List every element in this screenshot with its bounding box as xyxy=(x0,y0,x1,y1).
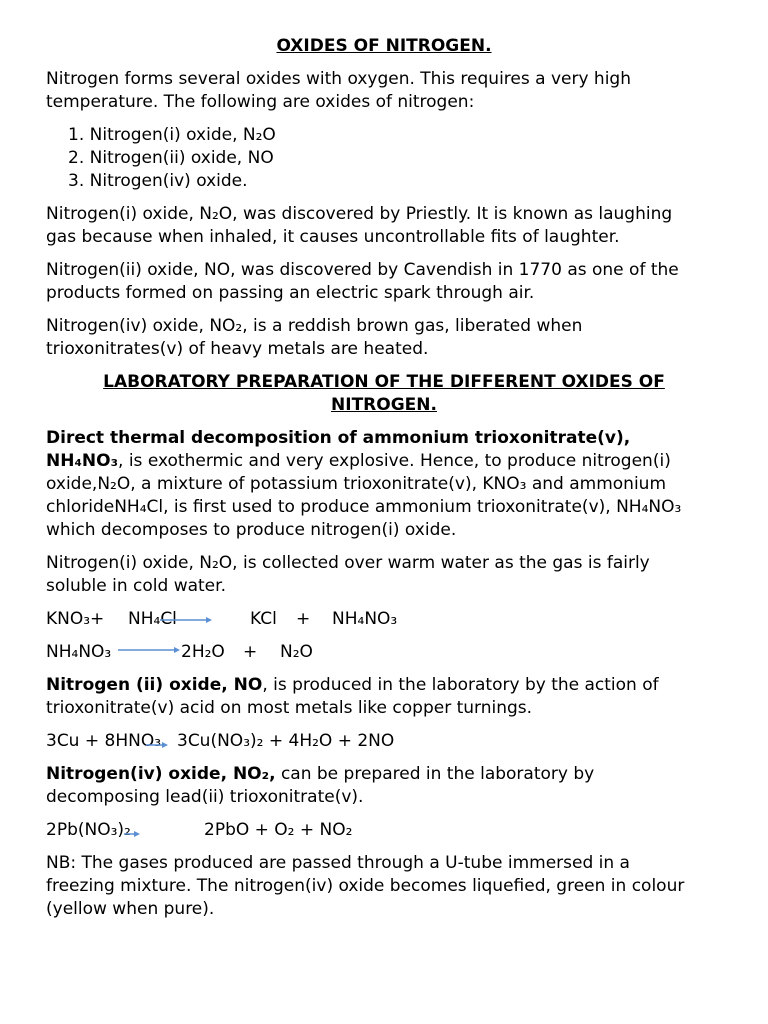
collect-line-1: Nitrogen(i) oxide, N₂O, is collected over warm water as the gas is fairly xyxy=(46,553,650,573)
no-para-heading: Nitrogen (ii) oxide, NO xyxy=(46,675,263,695)
equation-2 xyxy=(0,641,768,664)
nb-line-2: freezing mixture. The nitrogen(iv) oxide becomes liquefied, green in colour xyxy=(46,876,685,896)
lab-heading-line-1: LABORATORY PREPARATION OF THE DIFFERENT OXIDES OF xyxy=(103,372,665,392)
nb-line-1: NB: The gases produced are passed through a U-tube immersed in a xyxy=(46,853,630,873)
eq3-products: 3Cu(NO₃)₂ + 4H₂O + 2NO xyxy=(177,731,395,751)
decomp-text: , is exothermic and very explosive. Hence, to produce nitrogen(i) xyxy=(118,451,671,471)
eq2-arrow-icon xyxy=(118,645,180,655)
decomp-line-3: oxide,N₂O, a mixture of potassium trioxonitrate(v), KNO₃ and ammonium xyxy=(46,474,667,494)
eq1-reactant-2: NH₄Cl xyxy=(128,609,177,629)
para-no2-line-2: trioxonitrates(v) of heavy metals are heated. xyxy=(46,339,429,359)
para-n2o-line-2: gas because when inhaled, it causes uncontrollable fits of laughter. xyxy=(46,227,620,247)
equation-4 xyxy=(0,819,768,842)
no-para-text: , is produced in the laboratory by the action of xyxy=(262,675,659,695)
eq2-plus: + xyxy=(243,642,258,662)
no2-para-line-1 xyxy=(46,763,594,786)
para-no-line-2: products formed on passing an electric spark through air. xyxy=(46,283,535,303)
lab-heading-line-2: NITROGEN. xyxy=(331,395,437,415)
eq2-product-2: N₂O xyxy=(280,642,313,662)
list-item: 2. Nitrogen(ii) oxide, NO xyxy=(68,148,274,168)
no-para-line-1 xyxy=(46,674,659,697)
eq1-product-1: KCl xyxy=(250,609,277,629)
decomp-heading: Direct thermal decomposition of ammonium trioxonitrate(v), xyxy=(46,428,631,448)
eq2-product-1: 2H₂O xyxy=(181,642,225,662)
eq4-arrow-icon xyxy=(124,829,140,839)
no2-para-heading: Nitrogen(iv) oxide, NO₂, xyxy=(46,764,276,784)
eq3-reactants: 3Cu + 8HNO₃ xyxy=(46,731,162,751)
eq4-reactant: 2Pb(NO₃)₂ xyxy=(46,820,131,840)
decomp-line-1 xyxy=(46,427,630,450)
eq1-product-2: NH₄NO₃ xyxy=(332,609,398,629)
eq2-reactant: NH₄NO₃ xyxy=(46,642,112,662)
eq1-arrow-icon xyxy=(160,615,212,625)
para-no-line-1: Nitrogen(ii) oxide, NO, was discovered by Cavendish in 1770 as one of the xyxy=(46,260,679,280)
equation-1 xyxy=(0,608,768,631)
eq1-plus: + xyxy=(296,609,311,629)
equation-3 xyxy=(0,730,768,753)
list-item: 3. Nitrogen(iv) oxide. xyxy=(68,171,248,191)
collect-line-2: soluble in cold water. xyxy=(46,576,226,596)
no2-para-line-2: decomposing lead(ii) trioxonitrate(v). xyxy=(46,787,364,807)
decomp-line-5: which decomposes to produce nitrogen(i) oxide. xyxy=(46,520,457,540)
list-item: 1. Nitrogen(i) oxide, N₂O xyxy=(68,125,276,145)
eq3-arrow-icon xyxy=(146,740,168,750)
page-title: OXIDES OF NITROGEN. xyxy=(276,36,492,56)
decomp-formula: NH₄NO₃ xyxy=(46,451,119,471)
intro-line-2: temperature. The following are oxides of nitrogen: xyxy=(46,92,475,112)
para-n2o-line-1: Nitrogen(i) oxide, N₂O, was discovered by Priestly. It is known as laughing xyxy=(46,204,673,224)
nb-line-3: (yellow when pure). xyxy=(46,899,215,919)
intro-line-1: Nitrogen forms several oxides with oxygen. This requires a very high xyxy=(46,69,631,89)
eq4-products: 2PbO + O₂ + NO₂ xyxy=(204,820,353,840)
no-para-line-2: trioxonitrate(v) acid on most metals like copper turnings. xyxy=(46,698,533,718)
para-no2-line-1: Nitrogen(iv) oxide, NO₂, is a reddish brown gas, liberated when xyxy=(46,316,583,336)
eq1-reactant-1: KNO₃+ xyxy=(46,609,105,629)
no2-para-text: can be prepared in the laboratory by xyxy=(275,764,595,784)
decomp-line-2 xyxy=(46,450,671,473)
decomp-line-4: chlorideNH₄Cl, is first used to produce ammonium trioxonitrate(v), NH₄NO₃ xyxy=(46,497,682,517)
